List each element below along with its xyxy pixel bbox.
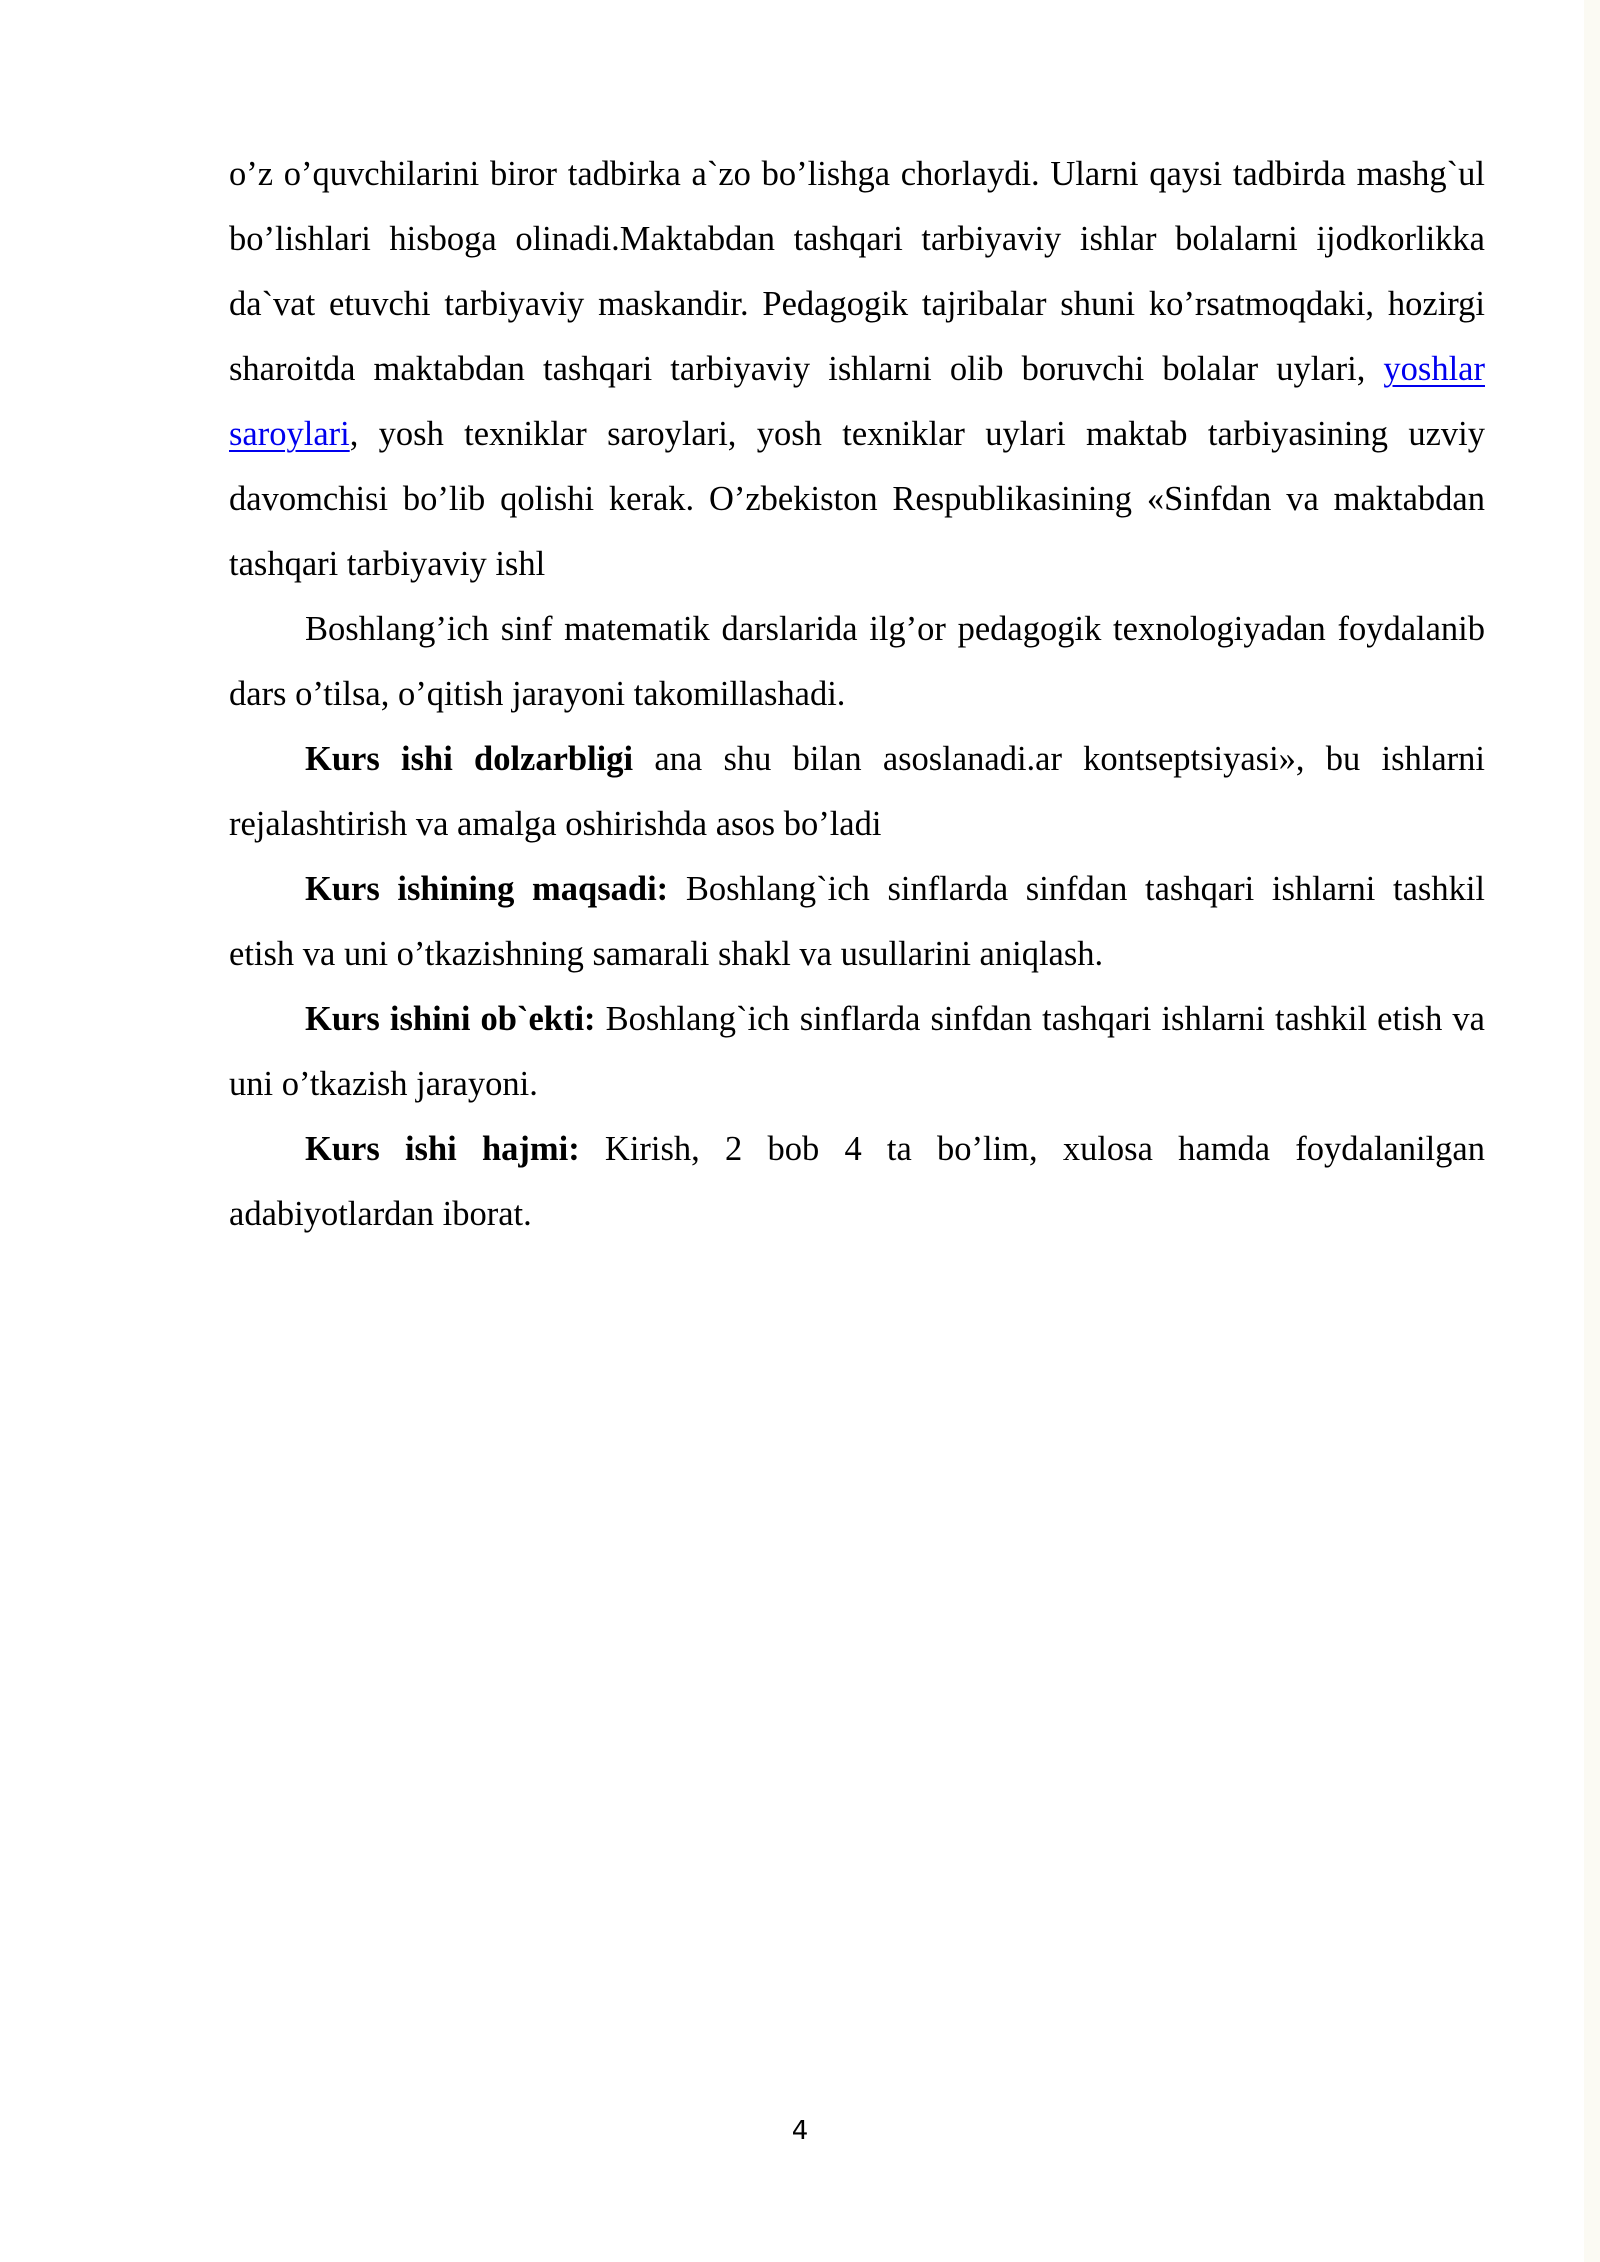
document-body bbox=[229, 142, 1485, 1247]
paragraph-maqsad bbox=[229, 857, 1485, 987]
paragraph-texnologiya-text: Boshlang’ich sinf matematik darslarida ilg’or pedagogik texnologiyadan foydalanib dars o’tilsa, o’qitish jarayoni takomillashadi. bbox=[229, 610, 1485, 713]
paragraph-intro-text-start: o’z o’quvchilarini biror tadbirka a`zo bo’lishga chorlaydi. Ularni qaysi tadbirda mashg`ul bo’lishlari hisboga olinadi.Maktabdan tashqari tarbiyaviy ishlar bolalarni ijodkorlikka da`vat etuvchi tarbiyaviy maskandir. Pedagogik tajribalar shuni ko’rsatmoqdaki, hozirgi sharoitda maktabdan tashqari tarbiyaviy ishlarni olib boruvchi bolalar uylari, bbox=[229, 155, 1485, 388]
paragraph-hajm bbox=[229, 1117, 1485, 1247]
obekt-text: Boshlang`ich sinflarda sinfdan tashqari ishlarni tashkil etish va uni o’tkazish jarayoni. bbox=[229, 1000, 1485, 1103]
page-edge-shade bbox=[1584, 0, 1600, 2262]
paragraph-texnologiya bbox=[229, 597, 1485, 727]
hajm-text: Kirish, 2 bob 4 ta bo’lim, xulosa hamda foydalanilgan adabiyotlardan iborat. bbox=[229, 1130, 1485, 1233]
page-number: 4 bbox=[791, 2116, 809, 2146]
dolzarblik-text: ana shu bilan asoslanadi.ar kontseptsiyasi», bu ishlarni rejalashtirish va amalga oshirishda asos bo’ladi bbox=[229, 740, 1486, 843]
maqsad-heading: Kurs ishining maqsadi: bbox=[305, 870, 669, 908]
paragraph-intro-text-end: , yosh texniklar saroylari, yosh texniklar uylari maktab tarbiyasining uzviy davomchisi bo’lib qolishi kerak. O’zbekiston Respublikasining «Sinfdan va maktabdan tashqari tarbiyaviy ishl bbox=[229, 415, 1485, 583]
paragraph-obekt bbox=[229, 987, 1485, 1117]
hajm-heading: Kurs ishi hajmi: bbox=[305, 1130, 580, 1168]
dolzarblik-heading: Kurs ishi dolzarbligi bbox=[305, 740, 634, 778]
maqsad-text: Boshlang`ich sinflarda sinfdan tashqari ishlarni tashkil etish va uni o’tkazishning samarali shakl va usullarini aniqlash. bbox=[229, 870, 1485, 973]
paragraph-intro bbox=[229, 142, 1485, 597]
obekt-heading: Kurs ishini ob`ekti: bbox=[305, 1000, 596, 1038]
link-yoshlar-saroylari[interactable]: yoshlar saroylari bbox=[229, 350, 1485, 453]
paragraph-dolzarblik bbox=[229, 727, 1485, 857]
